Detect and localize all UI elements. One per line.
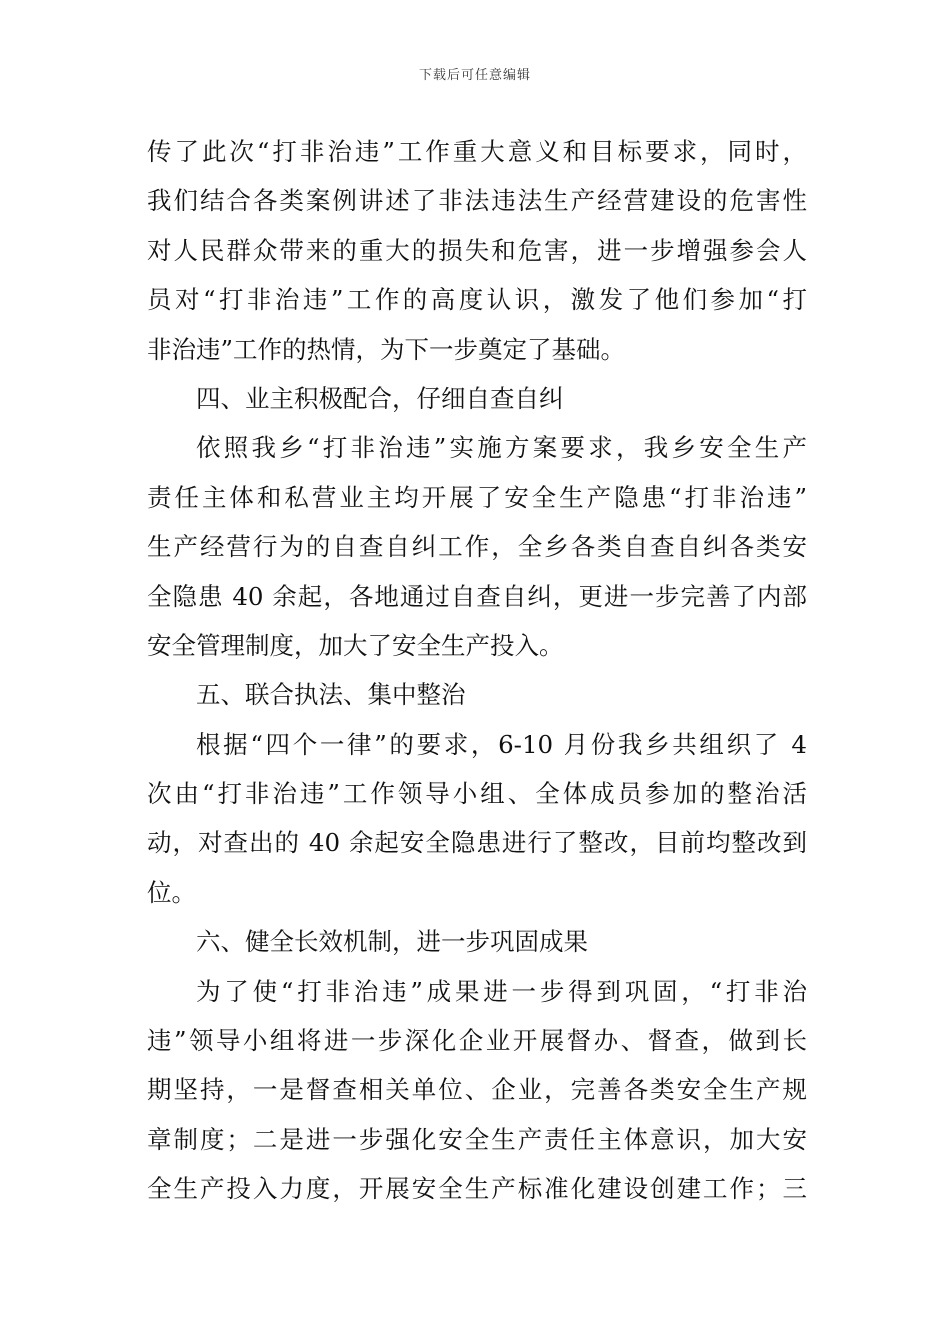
text-line: 位。	[147, 877, 196, 907]
page-header: 下载后可任意编辑	[418, 68, 531, 83]
text-line: 安全管理制度，加大了安全生产投入。	[147, 630, 564, 660]
text-line: 员对“打非治违”工作的高度认识，激发了他们参加“打	[147, 285, 807, 315]
text-line: 全生产投入力度，开展安全生产标准化建设创建工作；三	[147, 1174, 807, 1204]
text-line: 传了此次“打非治违”工作重大意义和目标要求，同时，	[147, 137, 807, 166]
text-line: 全隐患 40 余起，各地通过自查自纠，更进一步完善了内部	[147, 581, 807, 611]
text-line: 我们结合各类案例讲述了非法违法生产经营建设的危害性	[147, 186, 807, 216]
text-line: 责任主体和私营业主均开展了安全生产隐患“打非治违”	[147, 482, 807, 512]
text-line: 违”领导小组将进一步深化企业开展督办、督查，做到长	[147, 1026, 807, 1056]
text-line: 非治违”工作的热情，为下一步奠定了基础。	[147, 334, 626, 364]
text-line: 生产经营行为的自查自纠工作，全乡各类自查自纠各类安	[147, 532, 807, 562]
text-line: 章制度；二是进一步强化安全生产责任主体意识，加大安	[147, 1124, 807, 1154]
text-line: 次由“打非治违”工作领导小组、全体成员参加的整治活	[147, 779, 807, 809]
text-line: 四、业主积极配合，仔细自查自纠	[196, 383, 564, 413]
text-line: 五、联合执法、集中整治	[196, 680, 466, 710]
document-body	[147, 127, 807, 1214]
text-line: 期坚持，一是督查相关单位、企业，完善各类安全生产规	[147, 1075, 807, 1105]
text-line: 动，对查出的 40 余起安全隐患进行了整改，目前均整改到	[147, 828, 807, 858]
text-line: 对人民群众带来的重大的损失和危害，进一步增强参会人	[147, 235, 807, 265]
text-line: 根据“四个一律”的要求，6-10 月份我乡共组织了 4	[196, 729, 807, 759]
text-line: 六、健全长效机制，进一步巩固成果	[196, 927, 588, 957]
text-line: 为了使“打非治违”成果进一步得到巩固，“打非治	[196, 976, 807, 1006]
text-line: 依照我乡“打非治违”实施方案要求，我乡安全生产	[196, 433, 807, 463]
